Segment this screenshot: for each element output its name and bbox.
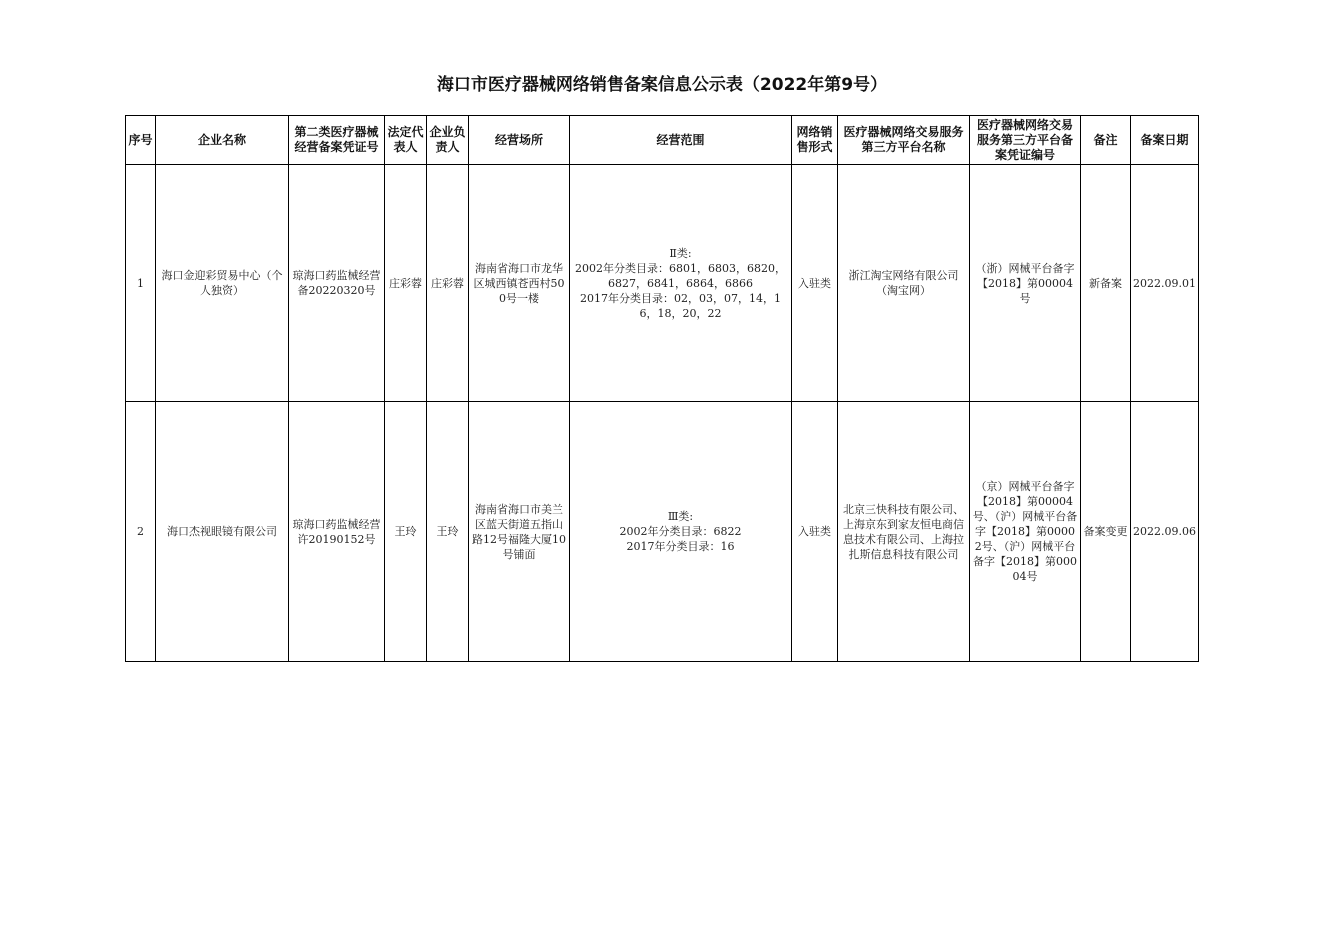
cell-premises: 海南省海口市美兰区蓝天街道五指山路12号福隆大厦10号铺面 <box>469 402 570 662</box>
cell-scope: Ⅱ类: 2002年分类目录：6801，6803，6820，6827，6841，6864，6866 2017年分类目录：02，03，07，14，16，18，20，22 <box>570 165 792 402</box>
cell-person-in-charge: 王玲 <box>427 402 469 662</box>
header-remark: 备注 <box>1081 116 1131 165</box>
header-date: 备案日期 <box>1131 116 1199 165</box>
cell-person-in-charge: 庄彩蓉 <box>427 165 469 402</box>
header-person-in-charge: 企业负责人 <box>427 116 469 165</box>
table-header-row <box>126 116 1199 165</box>
cell-sales-form: 入驻类 <box>792 402 838 662</box>
cell-remark: 备案变更 <box>1081 402 1131 662</box>
cell-premises: 海南省海口市龙华区城西镇苍西村500号一楼 <box>469 165 570 402</box>
header-legal-rep: 法定代表人 <box>385 116 427 165</box>
cell-platform-cert: （京）网械平台备字【2018】第00004号、（沪）网械平台备字【2018】第00002号、（沪）网械平台备字【2018】第00004号 <box>970 402 1081 662</box>
cell-legal-rep: 王玲 <box>385 402 427 662</box>
header-seq: 序号 <box>126 116 156 165</box>
cell-seq: 2 <box>126 402 156 662</box>
cell-company: 海口金迎彩贸易中心（个人独资） <box>156 165 289 402</box>
cell-platform-name: 北京三快科技有限公司、上海京东到家友恒电商信息技术有限公司、上海拉扎斯信息科技有限公司 <box>838 402 970 662</box>
cell-company: 海口杰视眼镜有限公司 <box>156 402 289 662</box>
cell-legal-rep: 庄彩蓉 <box>385 165 427 402</box>
cell-platform-name: 浙江淘宝网络有限公司（淘宝网） <box>838 165 970 402</box>
header-company: 企业名称 <box>156 116 289 165</box>
header-cert-no: 第二类医疗器械经营备案凭证号 <box>289 116 385 165</box>
document-title: 海口市医疗器械网络销售备案信息公示表（2022年第9号） <box>436 75 888 95</box>
cell-scope: Ⅲ类: 2002年分类目录：6822 2017年分类目录：16 <box>570 402 792 662</box>
cell-platform-cert: （浙）网械平台备字【2018】第00004号 <box>970 165 1081 402</box>
cell-cert-no: 琼海口药监械经营许20190152号 <box>289 402 385 662</box>
header-scope: 经营范围 <box>570 116 792 165</box>
table-row <box>126 402 1199 662</box>
cell-remark: 新备案 <box>1081 165 1131 402</box>
header-sales-form: 网络销售形式 <box>792 116 838 165</box>
header-premises: 经营场所 <box>469 116 570 165</box>
cell-cert-no: 琼海口药监械经营备20220320号 <box>289 165 385 402</box>
header-platform-name: 医疗器械网络交易服务第三方平台名称 <box>838 116 970 165</box>
cell-date: 2022.09.06 <box>1131 402 1199 662</box>
header-platform-cert: 医疗器械网络交易服务第三方平台备案凭证编号 <box>970 116 1081 165</box>
table-row <box>126 165 1199 402</box>
cell-seq: 1 <box>126 165 156 402</box>
cell-sales-form: 入驻类 <box>792 165 838 402</box>
cell-date: 2022.09.01 <box>1131 165 1199 402</box>
filing-info-table <box>125 115 1199 662</box>
